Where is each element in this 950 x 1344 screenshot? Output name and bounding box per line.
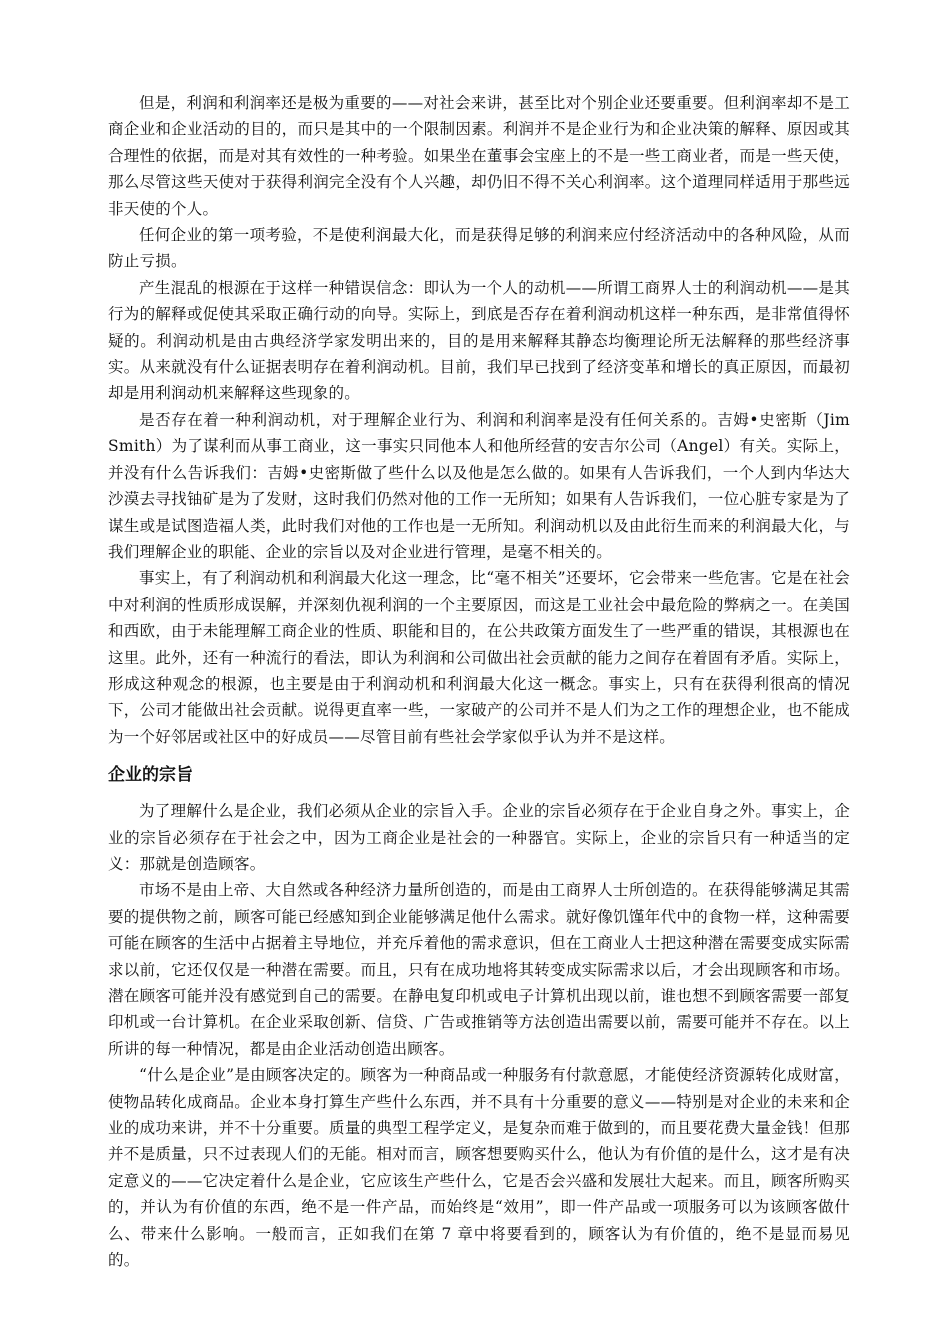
paragraph: “什么是企业”是由顾客决定的。顾客为一种商品或一种服务有付款意愿，才能使经济资源转化成财富，使物品转化成商品。企业本身打算生产些什么东西，并不具有十分重要的意义——特别是对企业的未来和企业的成功来讲，并不十分重要。质量的典型工程学定义，是复杂而难于做到的，而且要花费大量金钱！但那并不是质量，只不过表现人们的无能。相对而言，顾客想要购买什么，他认为有价值的是什么，这才是有决定意义的——它决定着什么是企业，它应该生产些什么，它是否会兴盛和发展壮大起来。而且，顾客所购买的，并认为有价值的东西，绝不是一件产品，而始终是“效用”，即一件产品或一项服务可以为该顾客做什么、带来什么影响。一般而言，正如我们在第 7 章中将要看到的，顾客认为有价值的，绝不是显而易见的。 (108, 1066, 850, 1270)
paragraph: 但是，利润和利润率还是极为重要的——对社会来讲，甚至比对个别企业还要重要。但利润率却不是工商企业和企业活动的目的，而只是其中的一个限制因素。利润并不是企业行为和企业决策的解释、原因或其合理性的依据，而是对其有效性的一种考验。如果坐在董事会宝座上的不是一些工商业者，而是一些天使，那么尽管这些天使对于获得利润完全没有个人兴趣，却仍旧不得不关心利润率。这个道理同样适用于那些远非天使的个人。 (108, 94, 850, 218)
paragraph: 市场不是由上帝、大自然或各种经济力量所创造的，而是由工商界人士所创造的。在获得能够满足其需要的提供物之前，顾客可能已经感知到企业能够满足他什么需求。就好像饥馑年代中的食物一样，这种需要可能在顾客的生活中占据着主导地位，并充斥着他的需求意识，但在工商业人士把这种潜在需要变成实际需求以前，它还仅仅是一种潜在需要。而且，只有在成功地将其转变成实际需求以后，才会出现顾客和市场。潜在顾客可能并没有感觉到自己的需要。在静电复印机或电子计算机出现以前，谁也想不到顾客需要一部复印机或一台计算机。在企业采取创新、信贷、广告或推销等方法创造出需要以前，需要可能并不存在。以上所讲的每一种情况，都是由企业活动创造出顾客。 (108, 881, 850, 1058)
paragraph: 事实上，有了利润动机和利润最大化这一理念，比“毫不相关”还要坏，它会带来一些危害。它是在社会中对利润的性质形成误解，并深刻仇视利润的一个主要原因，而这是工业社会中最危险的弊病之一。在美国和西欧，由于未能理解工商企业的性质、职能和目的，在公共政策方面发生了一些严重的错误，其根源也在这里。此外，还有一种流行的看法，即认为利润和公司做出社会贡献的能力之间存在着固有矛盾。实际上，形成这种观念的根源，也主要是由于利润动机和利润最大化这一概念。事实上，只有在获得利很高的情况下，公司才能做出社会贡献。说得更直率一些，一家破产的公司并不是人们为之工作的理想企业，也不能成为一个好邻居或社区中的好成员——尽管目前有些社会学家似乎认为并不是这样。 (108, 569, 850, 746)
paragraph: 为了理解什么是企业，我们必须从企业的宗旨入手。企业的宗旨必须存在于企业自身之外。事实上，企业的宗旨必须存在于社会之中，因为工商企业是社会的一种器官。实际上，企业的宗旨只有一种适当的定义：那就是创造顾客。 (108, 802, 850, 873)
paragraph: 任何企业的第一项考验，不是使利润最大化，而是获得足够的利润来应付经济活动中的各种风险，从而防止亏损。 (108, 226, 850, 271)
section-profit (108, 90, 850, 750)
paragraph: 产生混乱的根源在于这样一种错误信念：即认为一个人的动机——所谓工商界人士的利润动机——是其行为的解释或促使其采取正确行动的向导。实际上，到底是否存在着利润动机这样一种东西，是非常值得怀疑的。利润动机是由古典经济学家发明出来的，目的是用来解释其静态均衡理论所无法解释的那些经济事实。从来就没有什么证据表明存在着利润动机。目前，我们早已找到了经济变革和增长的真正原因，而最初却是用利润动机来解释这些现象的。 (108, 278, 850, 403)
section-purpose (108, 798, 850, 1273)
section-heading: 企业的宗旨 (108, 765, 193, 786)
paragraph: 是否存在着一种利润动机，对于理解企业行为、利润和利润率是没有任何关系的。吉姆•史密斯（Jim Smith）为了谋利而从事工商业，这一事实只同他本人和他所经营的安吉尔公司（Angel）有关。实际上，并没有什么告诉我们：吉姆•史密斯做了些什么以及他是怎么做的。如果有人告诉我们，一个人到内华达大沙漠去寻找铀矿是为了发财，这时我们仍然对他的工作一无所知；如果有人告诉我们，一位心脏专家是为了谋生或是试图造福人类，此时我们对他的工作也是一无所知。利润动机以及由此衍生而来的利润最大化，与我们理解企业的职能、企业的宗旨以及对企业进行管理，是毫不相关的。 (108, 410, 850, 561)
